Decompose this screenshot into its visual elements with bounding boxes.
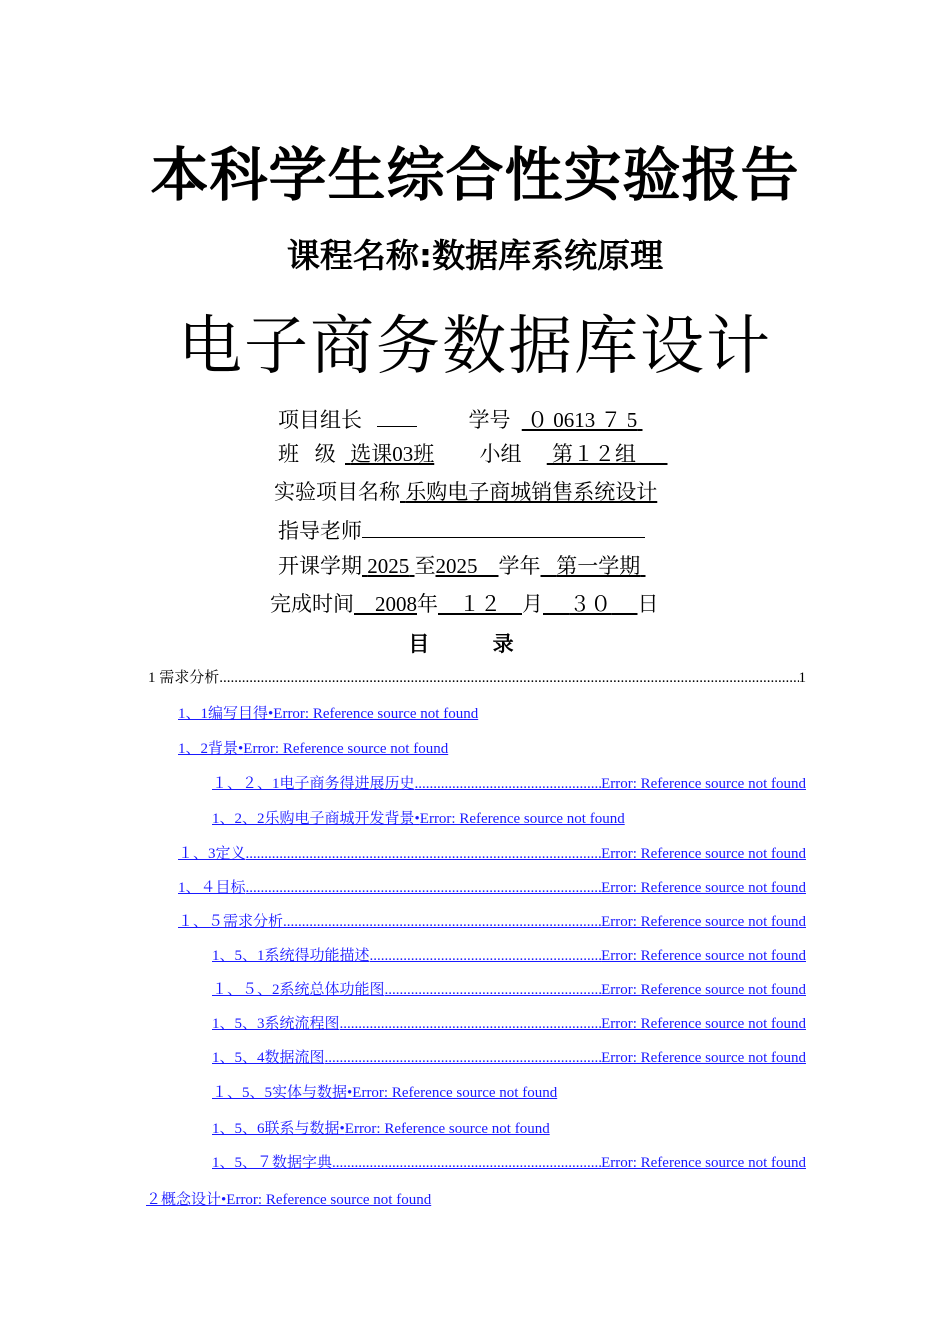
toc-entry-label: 1、４目标 (178, 880, 246, 896)
toc-entry-separator: • (238, 741, 244, 757)
toc-entry-label: 1、2、2乐购电子商城开发背景 (212, 811, 415, 827)
toc-entry-separator: • (414, 811, 420, 827)
toc-entry-leader (415, 775, 602, 793)
toc-entry-page: Error: Reference source not found (344, 1121, 550, 1137)
leader-blank (377, 406, 417, 427)
finish-year: 2008 (375, 592, 417, 616)
finish-month: １２ (459, 592, 501, 616)
toc-entry-label: 1、2背景 (178, 741, 239, 757)
toc-entry-label: １、3定义 (178, 846, 246, 862)
toc-entry-page: Error: Reference source not found (601, 1050, 806, 1066)
toc-entry-page: Error: Reference source not found (601, 1016, 806, 1032)
term-to: 2025 (435, 554, 478, 578)
toc-entry-label: 1、5、1系统得功能描述 (212, 948, 370, 964)
toc-entry[interactable] (212, 947, 806, 965)
toc-entry-page: Error: Reference source not found (352, 1085, 558, 1101)
toc-entry-page: Error: Reference source not found (601, 1155, 806, 1171)
toc-entry-page: Error: Reference source not found (273, 706, 479, 722)
student-id-label: 学号 (468, 408, 511, 432)
toc-entry[interactable] (178, 879, 806, 897)
term-label: 开课学期 (278, 554, 362, 578)
toc-entry-separator: • (339, 1121, 345, 1137)
term-year-word: 学年 (498, 554, 541, 578)
toc-entry-label: １、５需求分析 (178, 914, 284, 930)
toc-entry-page: Error: Reference source not found (601, 880, 806, 896)
toc-entry[interactable] (212, 981, 806, 999)
class-row (278, 442, 668, 466)
toc-entry-separator: • (268, 706, 274, 722)
report-title: 本科学生综合性实验报告 (150, 141, 800, 209)
toc-entry-label: 1 需求分析 (148, 670, 220, 686)
group-label: 小组 (479, 442, 522, 466)
finish-label: 完成时间 (270, 592, 354, 616)
course-name: 课程名称:数据库系统原理 (286, 236, 664, 275)
toc-entry-leader (246, 879, 602, 897)
finish-day: ３０ (569, 592, 612, 616)
class-label: 班 级 (278, 442, 336, 466)
group-value: 第１２组 (552, 442, 636, 466)
experiment-name-label: 实验项目名称 (274, 480, 400, 504)
toc-entry-label: 1、5、７数据字典 (212, 1155, 333, 1171)
day-word: 日 (637, 592, 659, 616)
toc-entry[interactable] (212, 1049, 806, 1067)
toc-entry-page: Error: Reference source not found (226, 1192, 432, 1208)
toc-entry[interactable] (212, 775, 806, 793)
toc-entry-leader (370, 947, 602, 965)
term-to-word: 至 (414, 554, 436, 578)
toc-entry[interactable] (212, 1120, 550, 1138)
toc-entry[interactable] (178, 845, 806, 863)
project-title: 电子商务数据库设计 (178, 310, 772, 384)
toc-entry[interactable] (178, 740, 448, 758)
toc-entry-separator: • (221, 1192, 227, 1208)
toc-entry[interactable] (178, 913, 806, 931)
term-row (278, 554, 646, 578)
toc-entry-label: 1、5、3系统流程图 (212, 1016, 340, 1032)
year-word: 年 (417, 592, 438, 616)
toc-entry-leader (219, 669, 798, 687)
toc-heading: 目 录 (408, 632, 542, 656)
teacher-blank (362, 517, 645, 538)
toc-entry[interactable] (212, 1084, 557, 1102)
leader-label: 项目组长 (278, 408, 362, 432)
term-from: 2025 (367, 554, 410, 578)
toc-entry (148, 669, 806, 687)
toc-entry[interactable] (212, 1154, 806, 1172)
toc-entry-label: １、５、2系统总体功能图 (212, 982, 385, 998)
experiment-name-value: 乐购电子商城销售系统设计 (405, 480, 658, 504)
class-value: 选课03班 (350, 442, 435, 466)
toc-entry-label: ２概念设计 (146, 1192, 222, 1208)
toc-entry[interactable] (146, 1191, 431, 1209)
teacher-label: 指导老师 (278, 519, 362, 543)
toc-entry-leader (246, 845, 602, 863)
toc-entry-label: 1、1编写目得 (178, 706, 269, 722)
toc-entry-page: Error: Reference source not found (601, 982, 806, 998)
toc-entry-leader (283, 913, 601, 931)
toc-entry-label: 1、5、6联系与数据 (212, 1121, 340, 1137)
toc-entry[interactable] (212, 810, 625, 828)
toc-entry-page: Error: Reference source not found (601, 776, 806, 792)
toc-entry-page: Error: Reference source not found (601, 914, 806, 930)
toc-entry-page: Error: Reference source not found (243, 741, 449, 757)
toc-entry[interactable] (178, 705, 478, 723)
student-id-value: ０ 0613 ７ 5 (527, 408, 638, 432)
toc-entry-label: １、5、5实体与数据 (212, 1085, 348, 1101)
term-value: 第一学期 (556, 554, 641, 578)
month-word: 月 (522, 592, 543, 616)
toc-entry-page: 1 (798, 670, 806, 686)
toc-entry-leader (332, 1154, 601, 1172)
toc-entry-leader (385, 981, 602, 999)
toc-entry-label: １、２、1电子商务得进展历史 (212, 776, 415, 792)
toc-entry[interactable] (212, 1015, 806, 1033)
toc-entry-leader (325, 1049, 602, 1067)
toc-entry-leader (340, 1015, 602, 1033)
leader-row (278, 406, 643, 432)
toc-entry-label: 1、5、4数据流图 (212, 1050, 325, 1066)
toc-entry-page: Error: Reference source not found (419, 811, 625, 827)
toc-entry-page: Error: Reference source not found (601, 948, 806, 964)
experiment-name-row (274, 480, 657, 504)
toc-entry-separator: • (347, 1085, 353, 1101)
toc-entry-page: Error: Reference source not found (601, 846, 806, 862)
finish-row (270, 592, 659, 616)
teacher-row (278, 517, 645, 543)
